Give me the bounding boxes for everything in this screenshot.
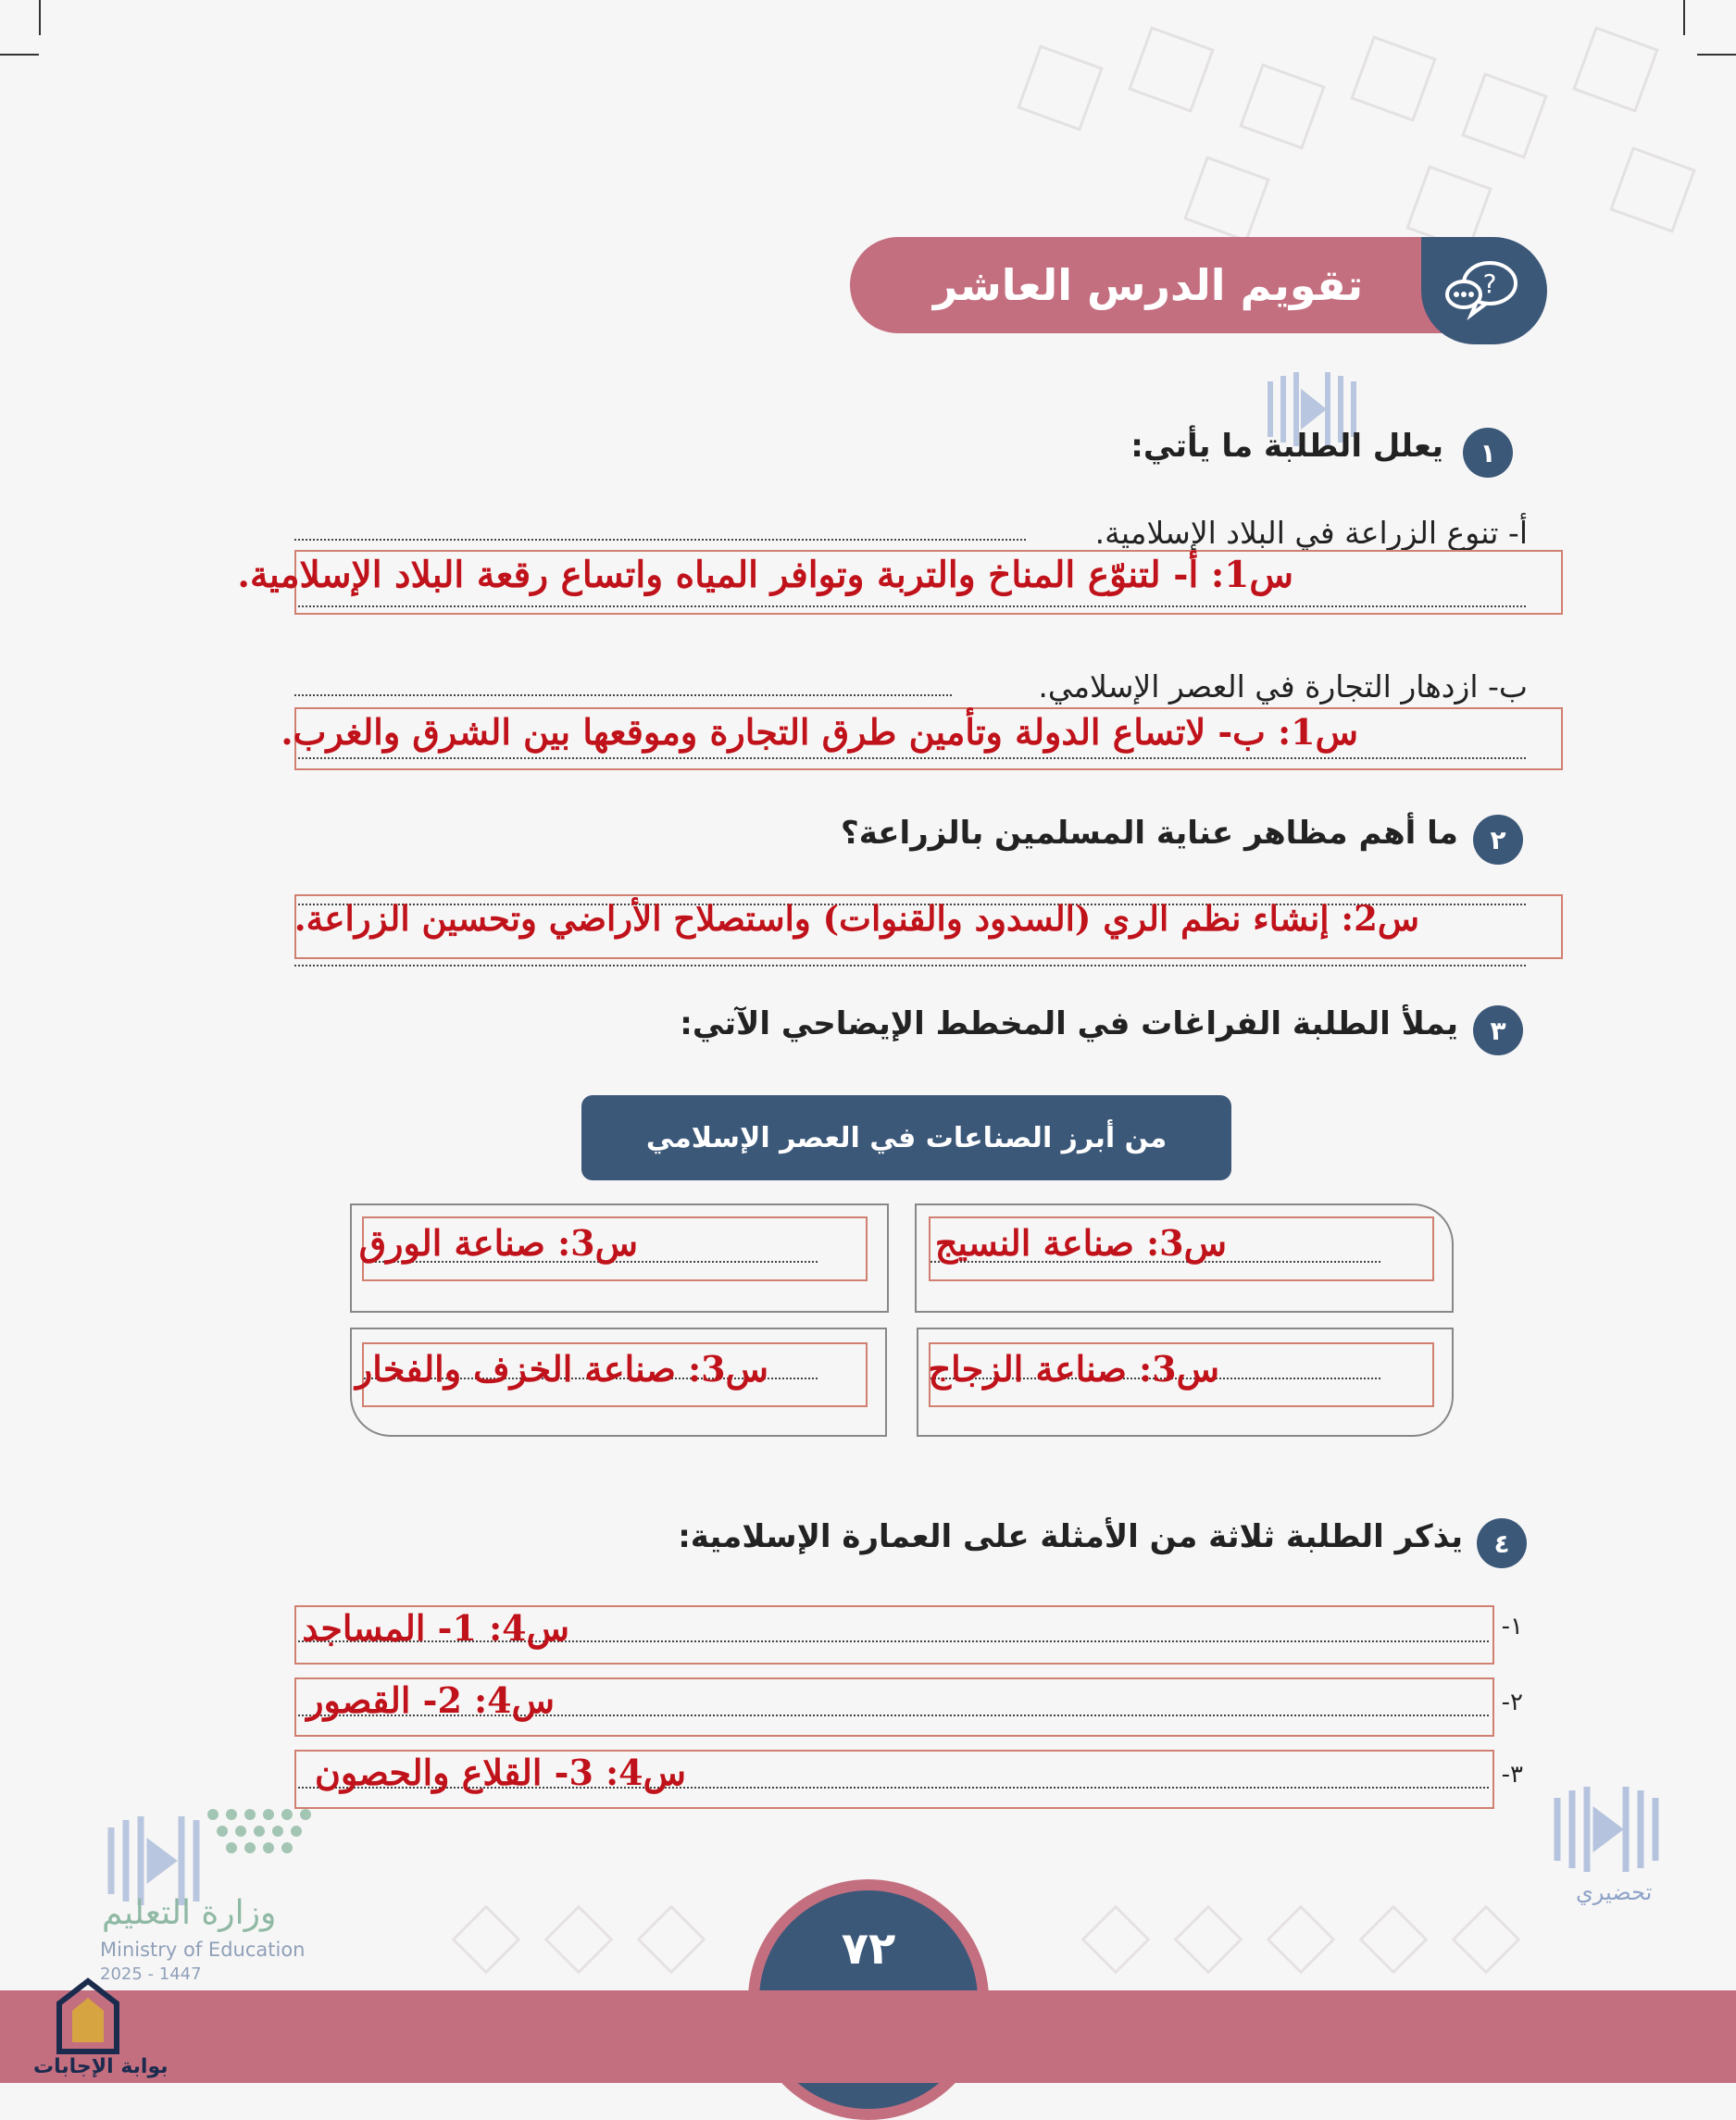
crop-mark [39,0,41,35]
answer-3a: س3: صناعة النسيج [934,1222,1227,1264]
question-2-text: ما أهم مظاهر عناية المسلمين بالزراعة؟ [840,815,1458,852]
answer-4c: س4: 3- القلاع والحصون [314,1752,686,1793]
answer-2: س2: إنشاء نظم الري (السدود والقنوات) واستصلاح الأراضي وتحسين الزراعة. [293,898,1419,939]
question-3-text: يملأ الطلبة الفراغات في المخطط الإيضاحي الآتي: [680,1005,1458,1042]
watermark-logo-icon [1546,1776,1667,1896]
answer-4a: س4: 1- المساجد [302,1607,569,1649]
page-number: ٧٢ [841,1923,896,1975]
ministry-name-ar: وزارة التعليم [102,1894,277,1932]
list-item-number: ٢- [1501,1689,1523,1716]
answer-line [294,539,1026,541]
question-number-3: ٣ [1473,1005,1523,1055]
brand-logo-icon [54,1977,122,2055]
answer-line [294,965,1526,966]
answer-3c: س3: صناعة الزجاج [928,1348,1219,1390]
answer-1a: س1: أ- لتنوّع المناخ والتربة وتوافر المياه واتساع رقعة البلاد الإسلامية. [237,554,1293,596]
ministry-logo-icon [102,1805,315,1907]
list-item-number: ١- [1501,1613,1523,1640]
footer-bar [0,1990,1736,2083]
answer-line [294,694,952,696]
question-1b-label: ب- ازدهار التجارة في العصر الإسلامي. [1038,668,1528,705]
diagram-banner: من أبرز الصناعات في العصر الإسلامي [581,1095,1231,1180]
answer-4b: س4: 2- القصور [306,1679,555,1721]
svg-text:?: ? [1482,268,1497,299]
question-1-text: يعلل الطلبة ما يأتي: [1130,428,1443,465]
brand-name: بوابة الإجابات [33,2055,169,2078]
question-number-1: ١ [1463,428,1513,478]
crop-mark [0,54,39,56]
question-4-text: يذكر الطلبة ثلاثة من الأمثلة على العمارة الإسلامية: [678,1518,1463,1555]
list-item-number: ٣- [1501,1761,1523,1789]
watermark-text: تحضيري [1576,1879,1653,1905]
ministry-year: 2025 - 1447 [100,1964,202,1984]
question-chat-icon [1421,237,1547,344]
question-1a-label: أ- تنوع الزراعة في البلاد الإسلامية. [1094,515,1528,551]
answer-3b: س3: صناعة الورق [358,1222,638,1264]
answer-3d: س3: صناعة الخزف والفخار [355,1348,768,1390]
footer-pattern [444,1889,1685,1990]
question-number-4: ٤ [1477,1518,1527,1568]
question-number-2: ٢ [1473,815,1523,865]
answer-1b: س1: ب- لاتساع الدولة وتأمين طرق التجارة وموقعها بين الشرق والغرب. [281,711,1358,753]
ministry-name-en: Ministry of Education [100,1939,306,1961]
lesson-title: تقويم الدرس العاشر [932,260,1364,310]
